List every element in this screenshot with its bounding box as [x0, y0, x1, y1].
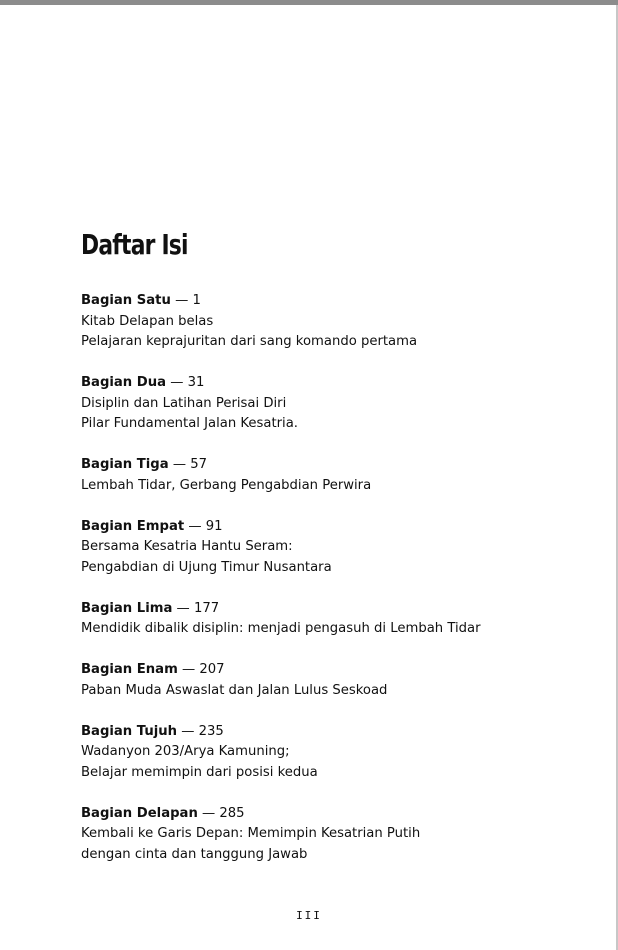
separator: — — [168, 457, 191, 472]
part-label: Bagian Delapan — [81, 805, 198, 821]
page-number: 207 — [199, 662, 225, 677]
page-number: 1 — [192, 293, 201, 308]
chapter-description: Pilar Fundamental Jalan Kesatria. — [81, 416, 298, 431]
toc-entry-heading — [81, 373, 581, 394]
part-label: Bagian Lima — [81, 600, 173, 616]
part-label: Bagian Satu — [81, 293, 171, 308]
separator: — — [184, 518, 206, 534]
page-number: 31 — [187, 375, 205, 390]
chapter-description: Wadanyon 203/Arya Kamuning; — [81, 744, 290, 759]
toc-entry-heading — [81, 722, 581, 743]
toc-entry — [81, 804, 581, 866]
chapter-description: Kembali ke Garis Depan: Memimpin Kesatrian Putih — [81, 826, 421, 841]
toc-entry — [81, 291, 581, 353]
part-label: Bagian Tujuh — [81, 723, 178, 739]
toc-entry — [81, 599, 581, 640]
page-number: 57 — [190, 457, 208, 472]
page-title: Daftar Isi — [81, 228, 188, 261]
toc-entry — [81, 660, 581, 701]
chapter-description: dengan cinta dan tanggung Jawab — [81, 846, 308, 862]
toc-entry-heading — [81, 660, 581, 681]
toc-entry-heading — [81, 804, 581, 825]
page-number: 91 — [205, 518, 223, 534]
chapter-description: Mendidik dibalik disiplin: menjadi pengasuh di Lembah Tidar — [81, 621, 481, 636]
chapter-description: Bersama Kesatria Hantu Seram: — [81, 539, 293, 554]
toc-list — [81, 291, 581, 865]
page-number: 177 — [193, 600, 220, 616]
separator: — — [172, 600, 194, 616]
part-label: Bagian Enam — [81, 662, 178, 677]
toc-entry-heading — [81, 455, 581, 476]
chapter-description: Pelajaran keprajuritan dari sang komando pertama — [81, 334, 418, 349]
separator: — — [197, 805, 220, 821]
page-folio: III — [296, 909, 322, 922]
part-label: Bagian Empat — [81, 518, 185, 534]
separator: — — [177, 662, 200, 677]
toc-entry — [81, 722, 581, 784]
chapter-description: Disiplin dan Latihan Perisai Diri — [81, 395, 287, 411]
separator: — — [170, 293, 193, 308]
toc-entry-heading — [81, 599, 581, 620]
toc-entry — [81, 517, 581, 579]
separator: — — [166, 375, 188, 390]
page-number: 235 — [198, 723, 224, 739]
chapter-description: Lembah Tidar, Gerbang Pengabdian Perwira — [81, 477, 372, 493]
toc-entry — [81, 455, 581, 496]
chapter-description: Paban Muda Aswaslat dan Jalan Lulus Seskoad — [81, 682, 388, 698]
chapter-description: Belajar memimpin dari posisi kedua — [81, 764, 318, 780]
chapter-description: Kitab Delapan belas — [81, 313, 214, 329]
window-top-border — [0, 0, 618, 5]
table-of-contents-page — [81, 228, 581, 886]
page-number: 285 — [219, 805, 245, 821]
chapter-description: Pengabdian di Ujung Timur Nusantara — [81, 559, 332, 575]
toc-entry — [81, 373, 581, 435]
separator: — — [177, 723, 199, 739]
toc-entry-heading — [81, 291, 581, 312]
part-label: Bagian Dua — [81, 375, 167, 390]
toc-entry-heading — [81, 517, 581, 538]
part-label: Bagian Tiga — [81, 457, 169, 472]
